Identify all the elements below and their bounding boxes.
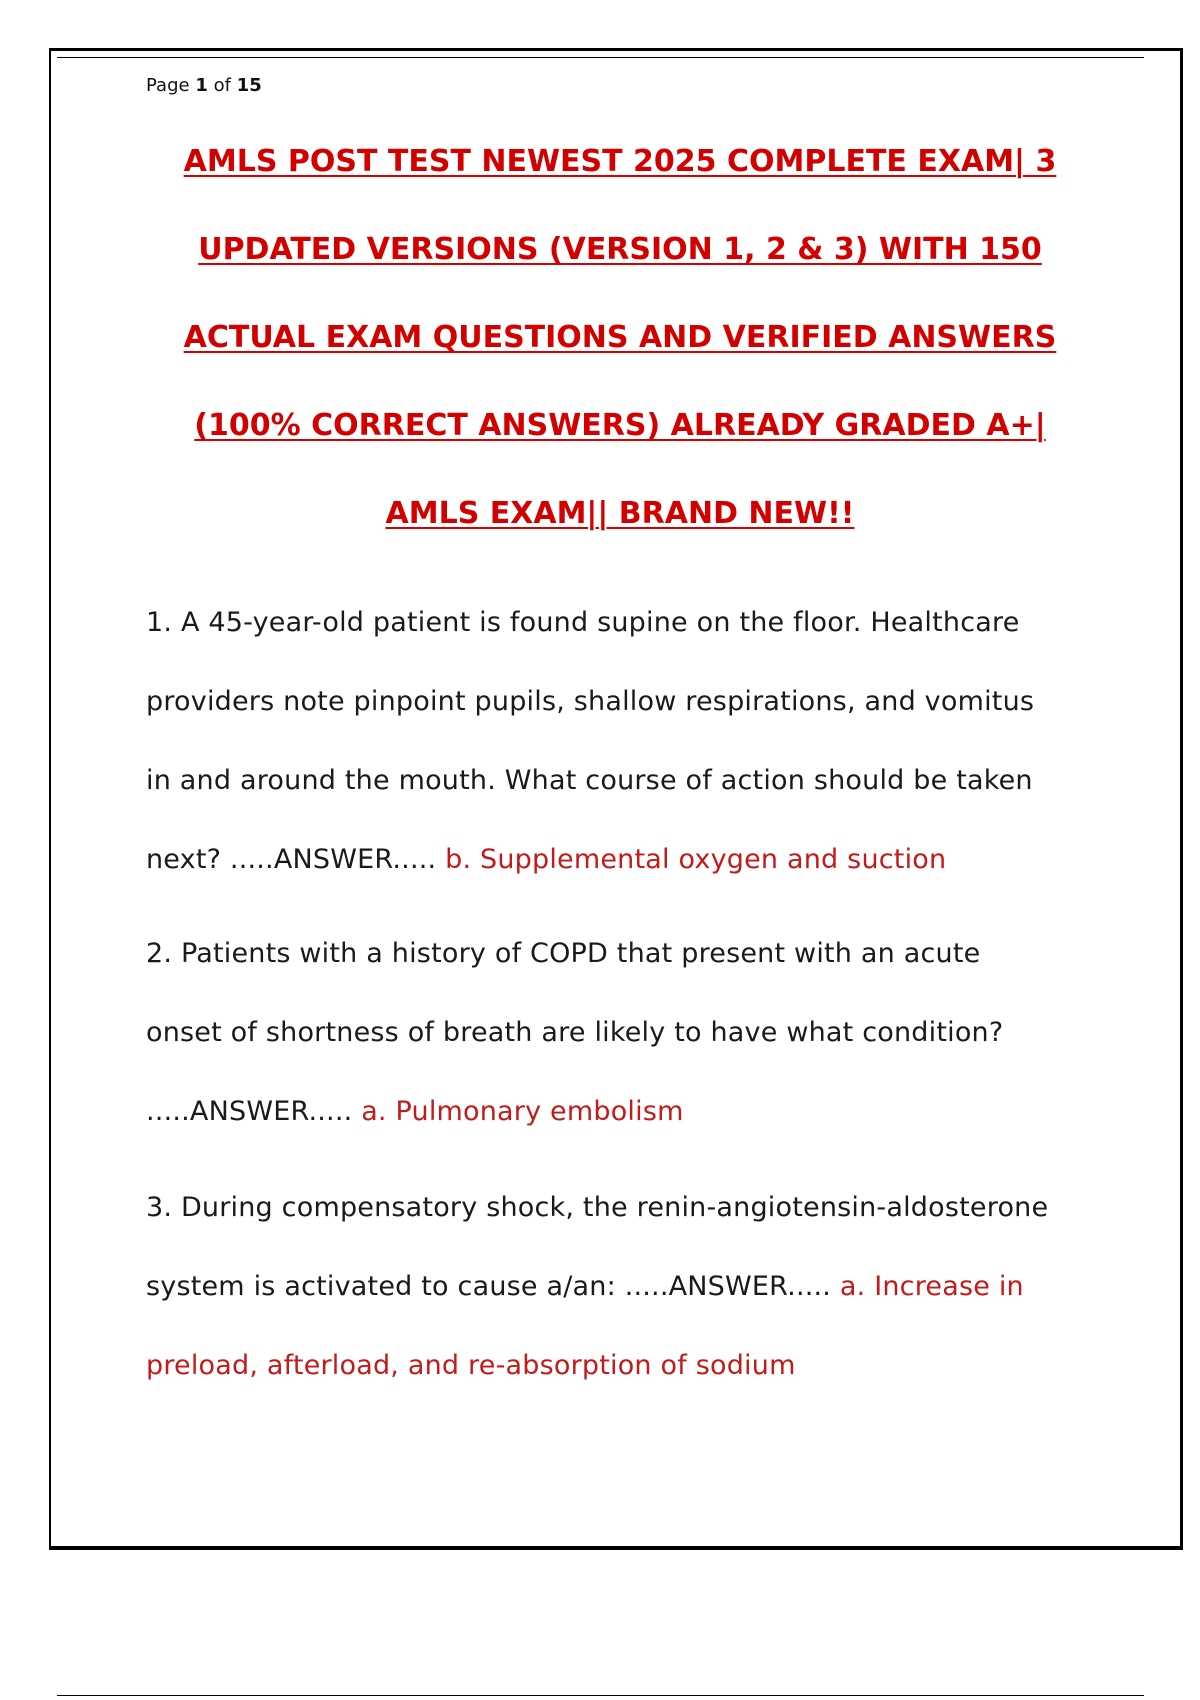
bottom-rule — [57, 1695, 1144, 1696]
question-2 — [146, 914, 1086, 1151]
page-number: 1 — [195, 75, 208, 96]
question-text: 2. Patients with a history of COPD that present with an acute — [146, 938, 981, 969]
title-line: UPDATED VERSIONS (VERSION 1, 2 & 3) WITH 150 — [198, 232, 1042, 267]
title-line: (100% CORRECT ANSWERS) ALREADY GRADED A+| — [194, 408, 1046, 443]
question-1 — [146, 583, 1086, 899]
question-text: in and around the mouth. What course of action should be taken — [146, 765, 1033, 796]
page-of: of — [213, 75, 231, 96]
answer-prefix: next? .....ANSWER..... — [146, 844, 437, 875]
top-rule — [57, 57, 1144, 58]
question-3 — [146, 1168, 1086, 1405]
answer-text: b. Supplemental oxygen and suction — [445, 844, 947, 875]
question-text: onset of shortness of breath are likely to have what condition? — [146, 1017, 1004, 1048]
question-text: 3. During compensatory shock, the renin-angiotensin-aldosterone — [146, 1192, 1049, 1223]
answer-line — [146, 1247, 1086, 1326]
page-total: 15 — [236, 75, 262, 96]
title-line: AMLS POST TEST NEWEST 2025 COMPLETE EXAM| 3 — [183, 144, 1057, 179]
title-line: ACTUAL EXAM QUESTIONS AND VERIFIED ANSWERS — [183, 320, 1057, 355]
answer-prefix: system is activated to cause a/an: .....ANSWER..... — [146, 1271, 832, 1302]
document-title — [120, 140, 1120, 580]
page-prefix: Page — [146, 75, 190, 96]
answer-text: preload, afterload, and re-absorption of sodium — [146, 1350, 796, 1381]
question-text: 1. A 45-year-old patient is found supine on the floor. Healthcare — [146, 607, 1020, 638]
answer-text: a. Pulmonary embolism — [361, 1096, 684, 1127]
page-counter — [146, 75, 262, 96]
question-text: providers note pinpoint pupils, shallow respirations, and vomitus — [146, 686, 1035, 717]
answer-line — [146, 820, 1086, 899]
title-line: AMLS EXAM|| BRAND NEW!! — [385, 496, 855, 531]
answer-text: a. Increase in — [839, 1271, 1024, 1302]
answer-prefix: .....ANSWER..... — [146, 1096, 353, 1127]
answer-line — [146, 1072, 1086, 1151]
